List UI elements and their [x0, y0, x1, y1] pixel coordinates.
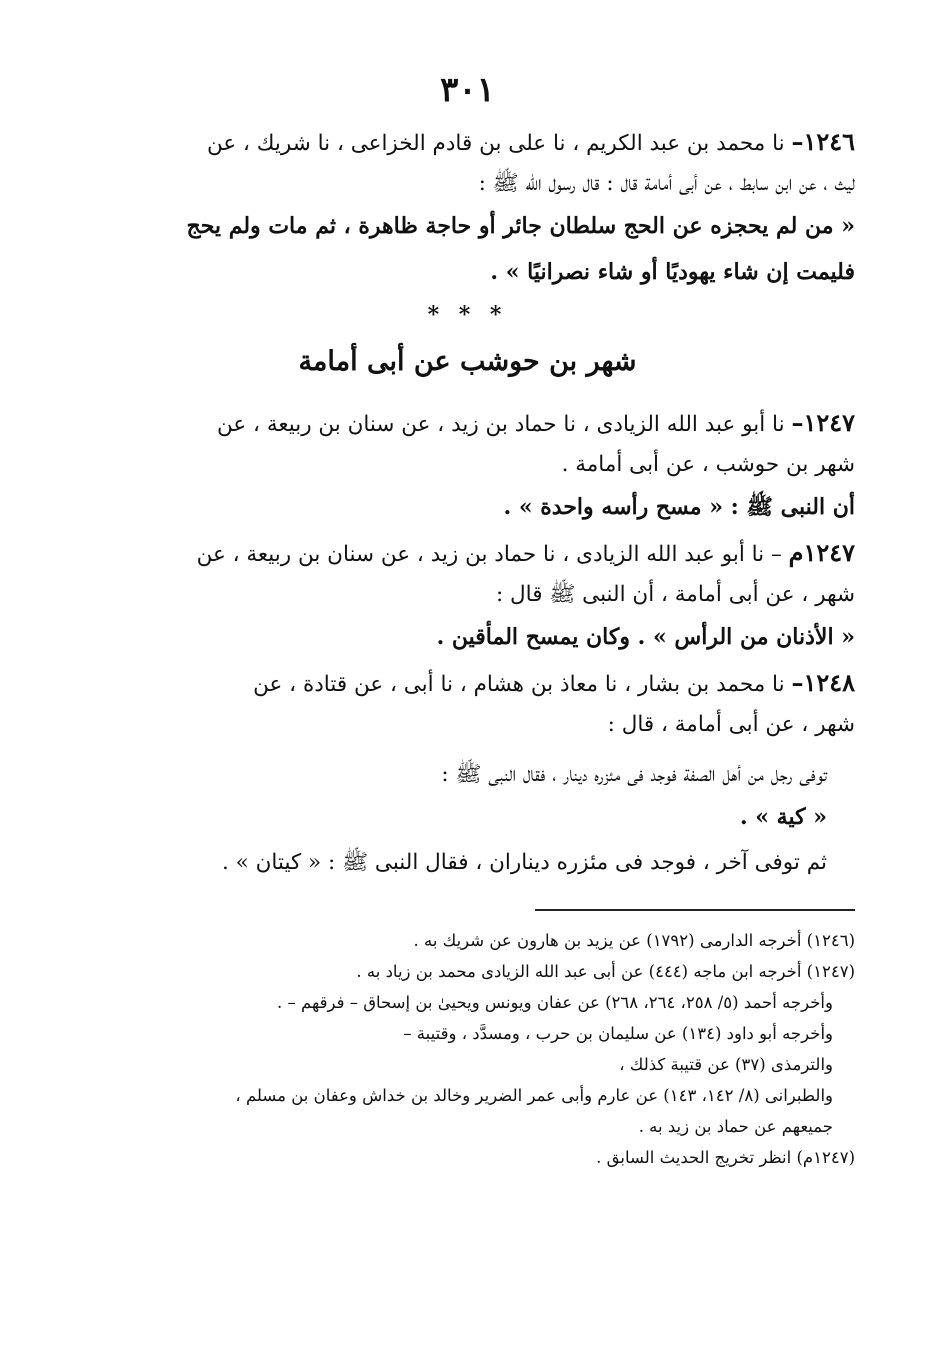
hadith-1247-number: ١٢٤٧–	[791, 408, 855, 437]
hadith-1248-line3: توفى رجل من أهل الصفة فوجد فى مئزره دينار ، فقال النبى ﷺ :	[441, 762, 827, 787]
hadith-1248-isnad	[80, 663, 855, 705]
hadith-1247m-number: ١٢٤٧م	[788, 538, 855, 567]
hadith-1247m-matn: « الأذنان من الرأس » . وكان يمسح المأقين .	[436, 624, 855, 650]
hadith-1248-line4: « كية » .	[739, 804, 827, 830]
footnote-1247-tabarani: والطبرانى (٨/ ١٤٢، ١٤٣) عن عارم وأبى عمر الضرير وخالد بن خداش وعفان بن مسلم ،	[235, 1086, 833, 1105]
footnote-1247-abudawud: وأخرجه أبو داود (١٣٤) عن سليمان بن حرب ، ومسدَّد ، وقتيبة –	[403, 1024, 833, 1043]
hadith-1247-line1: نا أبو عبد الله الزيادى ، نا حماد بن زيد ، عن سنان بن ربيعة ، عن	[217, 412, 792, 437]
hadith-1247m-line2: شهر ، عن أبى أمامة ، أن النبى ﷺ قال :	[495, 582, 855, 607]
hadith-1247-line2: شهر بن حوشب ، عن أبى أمامة .	[561, 452, 855, 477]
footnote-1247: (١٢٤٧) أخرجه ابن ماجه (٤٤٤) عن أبى عبد الله الزيادى محمد بن زياد به .	[356, 962, 855, 981]
footnote-1246: (١٢٤٦) أخرجه الدارمى (١٧٩٢) عن يزيد بن هارون عن شريك به .	[413, 931, 855, 950]
hadith-1246-number: ١٢٤٦–	[791, 127, 855, 156]
section-title: شهر بن حوشب عن أبى أمامة	[298, 346, 637, 377]
hadith-1246-line1: نا محمد بن عبد الكريم ، نا على بن قادم الخزاعى ، نا شريك ، عن	[206, 131, 792, 156]
hadith-1246-line2: ليث ، عن ابن سابط ، عن أبى أمامة قال : قال رسول الله ﷺ :	[478, 171, 855, 196]
hadith-1246-quote-line1: « من لم يحجزه عن الحج سلطان جائر أو حاجة ظاهرة ، ثم مات ولم يحج	[186, 213, 855, 239]
hadith-1247-isnad	[80, 403, 855, 445]
footnote-1247-tirmidhi: والترمذى (٣٧) عن قتيبة كذلك ،	[619, 1055, 833, 1074]
hadith-1248-line1: نا محمد بن بشار ، نا معاذ بن هشام ، نا أبى ، عن قتادة ، عن	[253, 672, 792, 697]
hadith-1248-number: ١٢٤٨–	[791, 668, 855, 697]
page-number: ٣٠١	[440, 70, 495, 110]
footnote-1247m: (١٢٤٧م) انظر تخريج الحديث السابق .	[596, 1148, 855, 1167]
hadith-1247m-line1: – نا أبو عبد الله الزيادى ، نا حماد بن زيد ، عن سنان بن ربيعة ، عن	[196, 542, 789, 567]
hadith-1248-line5: ثم توفى آخر ، فوجد فى مئزره ديناران ، فقال النبى ﷺ : « كيتان » .	[221, 850, 827, 875]
footnote-divider	[535, 909, 855, 911]
hadith-1246-quote-line2: فليمت إن شاء يهوديًا أو شاء نصرانيًا » .	[490, 259, 855, 285]
hadith-1248-line2: شهر ، عن أبى أمامة ، قال :	[607, 712, 855, 737]
hadith-1247m-isnad	[80, 533, 855, 575]
section-separator: * * *	[427, 302, 508, 328]
hadith-1247-matn: أن النبى ﷺ : « مسح رأسه واحدة » .	[503, 494, 855, 520]
footnote-1247-ahmad: وأخرجه أحمد (٥/ ٢٥٨، ٢٦٤، ٢٦٨) عن عفان ويونس ويحيىٰ بن إسحاق – فرقهم – .	[277, 993, 833, 1012]
footnote-1247-all: جميعهم عن حماد بن زيد به .	[638, 1117, 833, 1136]
hadith-1246-isnad	[80, 122, 855, 164]
